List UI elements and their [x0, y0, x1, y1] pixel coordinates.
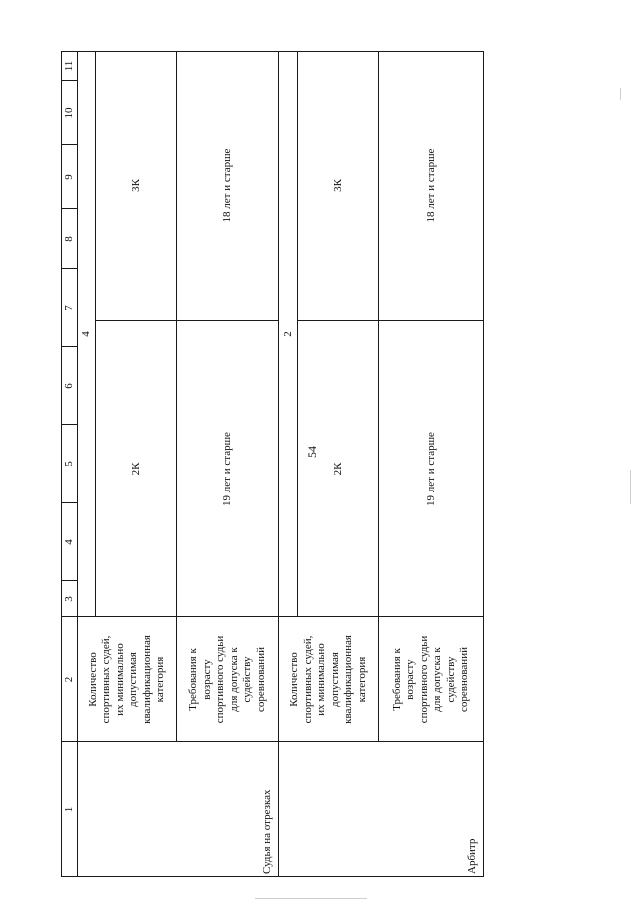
header-col-7: 7	[62, 305, 75, 311]
header-col-5: 5	[62, 461, 75, 467]
category-value-right: 3К	[129, 179, 142, 192]
criterion-label-age: Требования к возрасту спортивного судьи для допуска к судейству соревнований	[390, 635, 470, 724]
role-label-segment-judge: Судья на отрезках	[261, 789, 273, 874]
judge-count-value: 2	[281, 331, 294, 337]
criterion-label-count: Количество спортивных судей, их минимально допустимая квалификационная категория	[86, 635, 166, 724]
age-value-right: 18 лет и старше	[221, 148, 233, 223]
scan-edge-mark	[255, 898, 367, 899]
judges-table	[61, 51, 484, 877]
age-value-left: 19 лет и старше	[424, 432, 437, 506]
criterion-label-count: Количество спортивных судей, их минимально допустимая квалификационная категория	[288, 635, 368, 724]
category-value-right: 3К	[331, 179, 344, 192]
judge-count-value: 4	[80, 331, 92, 337]
page-number: 54	[305, 446, 319, 458]
criterion-label-age: Требования к возрасту спортивного судьи для допуска к судейству соревнований	[187, 635, 267, 724]
header-col-9: 9	[62, 174, 75, 180]
age-value-right: 18 лет и старше	[424, 148, 437, 223]
category-value-left: 2К	[129, 462, 142, 476]
header-col-6: 6	[62, 383, 75, 389]
header-col-2: 2	[62, 676, 75, 683]
header-col-3: 3	[62, 596, 75, 602]
header-col-10: 10	[62, 107, 75, 119]
header-col-4: 4	[62, 539, 75, 545]
table-border-bottom	[483, 51, 484, 877]
scan-edge-mark	[620, 88, 621, 100]
age-value-left: 19 лет и старше	[221, 432, 233, 506]
header-col-8: 8	[62, 236, 75, 242]
header-col-11: 11	[62, 60, 75, 72]
header-col-1: 1	[62, 806, 75, 813]
role-label-arbiter: Арбитр	[466, 838, 478, 874]
scan-edge-mark	[630, 470, 631, 504]
category-value-left: 2К	[331, 462, 344, 476]
